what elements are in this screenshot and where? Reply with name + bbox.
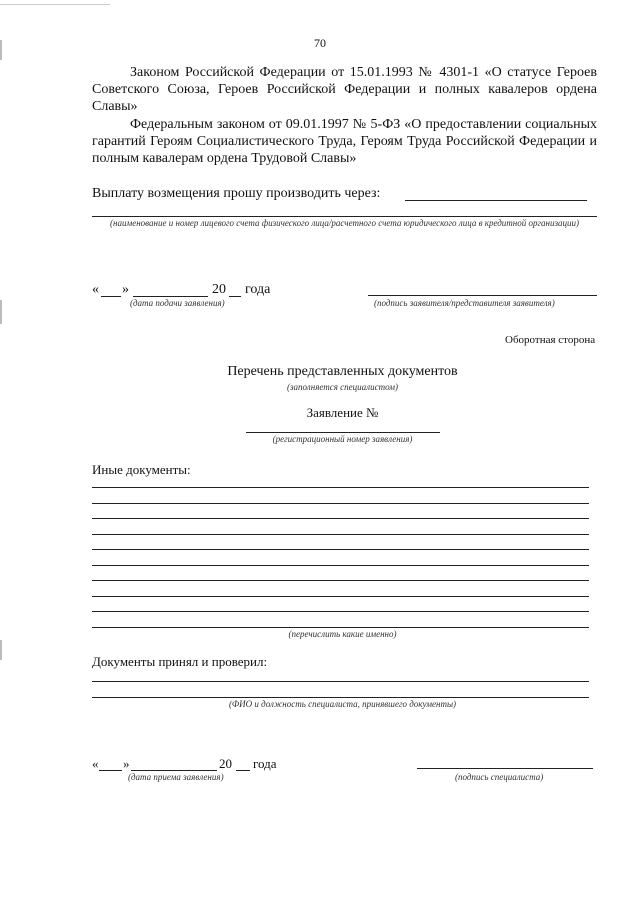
payment-field[interactable] — [405, 200, 587, 201]
specialist-signature-field[interactable] — [417, 768, 593, 769]
other-docs-line-7[interactable] — [92, 580, 589, 581]
docs-list-title: Перечень представленных документов — [227, 364, 458, 379]
accepted-label: Документы принял и проверил: — [92, 654, 268, 669]
accept-date-caption: (дата приема заявления) — [128, 772, 224, 782]
account-field[interactable] — [92, 216, 597, 217]
submit-month-field[interactable] — [133, 296, 208, 297]
other-docs-label: Иные документы: — [92, 462, 191, 477]
submit-year-suffix: года — [245, 282, 271, 297]
other-docs-line-8[interactable] — [92, 596, 589, 597]
reg-number-field[interactable] — [246, 432, 440, 433]
accept-date-close-quote: » — [123, 756, 130, 771]
account-caption: (наименование и номер лицевого счета физического лица/расчетного счета юридического лица в кредитной организации) — [110, 218, 579, 228]
accepted-line-2[interactable] — [92, 697, 589, 698]
law-paragraph-2: Федеральным законом от 09.01.1997 № 5-ФЗ «О предоставлении социальных гарантий Героям Социалистического Труда, Героям Труда Российской Федерации и полным кавалерам ордена Трудовой Славы» — [92, 117, 597, 166]
enumerate-caption: (перечислить какие именно) — [288, 629, 397, 639]
applicant-signature-caption: (подпись заявителя/представителя заявителя) — [374, 298, 555, 308]
reg-number-caption: (регистрационный номер заявления) — [272, 434, 413, 444]
reverse-side-label: Оборотная сторона — [505, 334, 596, 346]
submit-year-field[interactable] — [229, 296, 241, 297]
accept-year-field[interactable] — [236, 770, 250, 771]
submit-date-caption: (дата подачи заявления) — [130, 298, 225, 308]
other-docs-line-10[interactable] — [92, 627, 589, 628]
scan-artifact — [0, 4, 110, 5]
accept-date-open-quote: « — [92, 756, 99, 771]
law-paragraph-1: Законом Российской Федерации от 15.01.1993 № 4301-1 «О статусе Героев Советского Союза, Героев Российской Федерации и полных кавалеров ордена Славы» — [92, 65, 597, 114]
accept-month-field[interactable] — [131, 770, 217, 771]
submit-year-prefix: 20 — [212, 282, 226, 297]
accept-year-suffix: года — [253, 756, 277, 771]
other-docs-line-6[interactable] — [92, 565, 589, 566]
other-docs-line-3[interactable] — [92, 518, 589, 519]
docs-list-subtitle: (заполняется специалистом) — [287, 382, 398, 392]
specialist-signature-caption: (подпись специалиста) — [455, 772, 544, 782]
page-number: 70 — [314, 36, 326, 50]
scan-artifact — [0, 640, 2, 660]
other-docs-line-2[interactable] — [92, 503, 589, 504]
submit-day-field[interactable] — [101, 296, 121, 297]
specialist-caption: (ФИО и должность специалиста, принявшего документы) — [228, 699, 457, 709]
application-no-label: Заявление № — [306, 405, 379, 420]
applicant-signature-field[interactable] — [368, 295, 597, 296]
other-docs-line-4[interactable] — [92, 534, 589, 535]
other-docs-line-1[interactable] — [92, 487, 589, 488]
submit-date-close-quote: » — [122, 282, 129, 297]
accept-day-field[interactable] — [99, 770, 122, 771]
other-docs-line-5[interactable] — [92, 549, 589, 550]
accepted-line-1[interactable] — [92, 681, 589, 682]
other-docs-line-9[interactable] — [92, 611, 589, 612]
submit-date-open-quote: « — [92, 282, 99, 297]
accept-year-prefix: 20 — [219, 756, 232, 771]
payment-label: Выплату возмещения прошу производить через: — [92, 186, 381, 201]
scan-artifact — [0, 300, 2, 324]
